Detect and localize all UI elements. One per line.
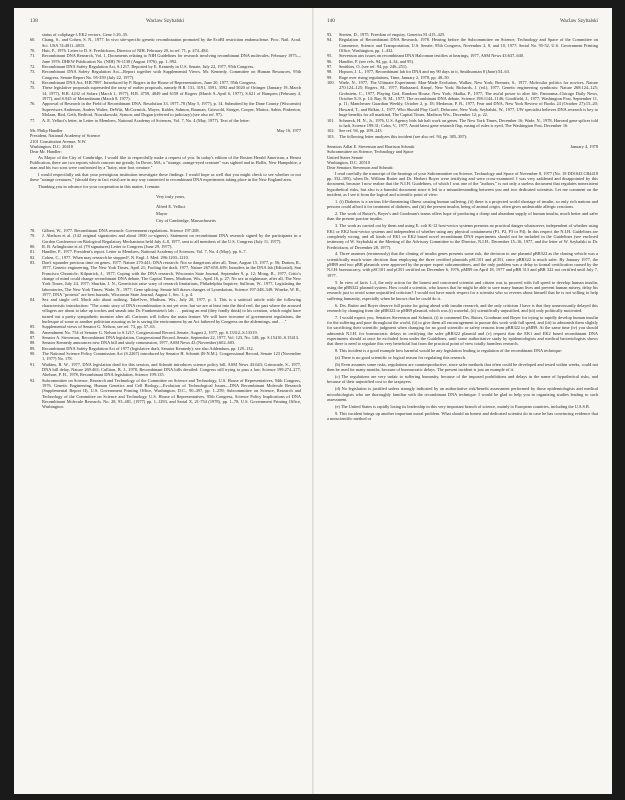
reference-number: 100. xyxy=(327,80,335,86)
reference-text: The National Science Policy Commission Act (S.2267) introduced by Senator H. Schmitt (R-N.M.). Congressional Record, Senate 123 (November 1, 1977) No. 178. xyxy=(42,350,301,362)
reference-text: Sterten, D., 1975. Freedom of enquiry. Genetics 81:415–425. xyxy=(339,32,446,37)
reference-number: 94. xyxy=(327,37,333,43)
right-page-column xyxy=(327,8,598,423)
reference-text: The following letter analyzes this incident (see also ref. 94, pp. 385–387): xyxy=(339,133,468,139)
reference-text: Wade, N., 1977, The Ultimate Experiment: Man-Made Evolution, Walker, New York; Brenner, S., 1977, Molecular politics for novices, Nature 270:124–125; Rogers, M., 1977, Biohazard, Knopf, New York; Richards, J. (ed.), 1977, Genetic engineering symbiosis: Nature 268:124–125; Grobstein, C., 1977, Playing God, Random House, New York; Skalka, P., 1977, The awful power to alter life, Panorama–Chicago Daily News, October 8–9, p. 14; Ray, R. M., 1977, The recombinant DNA debate, Science 198:1144–1146; Goodfield, J., 1977, Washington Post, September 11, p. 11; Manchester Guardian Weekly, October 2, p. 18; Medawar, P. B., 1977, Fear and DNA, New York Review of Books 24 (October 27):15–20; Howard, T., and Rifkin, J., 1977, Who Should Play God?, Delacorte, New York; Szybalski, W., 1977, UW specialist believes DNA research is key to huge benefits for all mankind, The Capital Times, Madison Wis., December 12, p. 22. xyxy=(339,80,598,118)
reference-item xyxy=(30,53,301,64)
reference-number: 71. xyxy=(30,53,36,59)
reference-number: 74. xyxy=(30,80,36,86)
reference-item xyxy=(327,118,598,129)
reference-number: 81. xyxy=(30,249,36,255)
running-head: Waclaw Szybalski xyxy=(559,18,598,24)
letter-recipient: Mr. Philip Handler xyxy=(30,127,63,133)
reference-item xyxy=(30,362,301,378)
reference-number: 82. xyxy=(30,254,36,260)
reference-item xyxy=(30,260,301,297)
scanned-book-spread xyxy=(14,8,612,794)
letter-point: (e) The United States is rapidly losing its leadership in this very important branch of science, mainly to European countries, including the U.S.S.R. xyxy=(335,403,590,409)
reference-text: status of coliphage λ EK2 vectors. Gene 1:29–35. xyxy=(42,32,129,37)
reference-text: These legislative proposals superseded the array of earlier proposals, namely H.R. 131, 3191, 3591, 3592 and 5020 of Ortinger (January 19–March 14, 1977), H.R. 4232 of Solarz (March 1, 1977), H.R. 4759, 4849 and 6158 of Rogers (March 9–April 6, 1977), S.621 of Bumpers (February 4, 1977), and S.945 of Metzenbaum (March 8, 1977). xyxy=(42,85,301,102)
reference-text: Amendment No. 754 of Senator G. Nelson to S.1217. Congressional Record–Senate, August 2, 1977, pp. S.13312–S.13319. xyxy=(42,329,258,335)
reference-text: Regulation of Recombinant DNA Research, 1978. Hearing before the Subcommittee on Science, Technology and Space of the Committee on Commerce, Science and Transportation, U.S. Senate, 95th Congress, November 2, 8, and 10, 1977; Serial No. 95-52, U.S. Government Printing Office, Washington, pp. 1–432. xyxy=(339,37,598,54)
reference-text: Sex and single cell. Much ado about nothing, TakeOver, Madison, Wis., July 20, 1977, p. 3. This is a satirical article with the following characteristic introduction: "The comic story of DNA recombination is not yet over, but we are at least into the third reel, the part where the aroused villagers are about to take up torches and smash into Dr. Frankenstein's lab . . . putting an end (they fondly think) to his creation, which might have turned out a pretty sympathetic monster after all. Cartoons will follow the main feature. We will have twosome of government regulations, the burlesque of some or another politician assuring us he is saving the environment by an Act fathered by Congress on the aldermings, and . . ." xyxy=(42,297,301,324)
reference-item xyxy=(30,85,301,101)
running-head: Waclaw Szybalski xyxy=(146,18,185,24)
reference-item xyxy=(30,378,301,410)
reference-number: 88. xyxy=(30,340,36,346)
reference-text: Gilbert, W., 1977. Recombinant DNA research: Government regulations. Science 197:208. xyxy=(42,228,200,233)
reference-item xyxy=(30,37,301,48)
reference-item xyxy=(327,80,598,117)
reference-text: See ref. 94, pp. 209–243. xyxy=(339,128,383,134)
reference-list xyxy=(327,32,598,139)
reference-text: J. Abelson et al. (142 original signatories and about 1000 co-signers). Statement on recombinant DNA research signed by the participants in a Gordon Conference on Biological Regulatory Mechanisms held July 4–8, 1977, sent to all members of the U.S. Congress (July 11, 1977). xyxy=(42,233,301,244)
letter-point: 7. I would expect you, Senators Stevenson and Schmitt, (i) to commend Drs. Rutter, Goodman and Boyer for trying to rapidly develop human insulin for the suffering and poor throughout the world, (ii) to give them all encouragement to pursue this work with full speed, and (iii) to admonish them slightly for sacrificing their scientific judgment when changing for no good scientific or safety reasons from pBR322 to pMB9. At the same time (iv) you should admonish N.I.H. for bureaucratic delays in certifying the safer pBR322 plasmid and (v) request that the EK1 and EK2 based recombinant DNA experiments should at once be excluded from under the Guidelines, until some authoritative study by epidemiologists and medical bacteriologists shows that there is need to regulate this very beneficial but from the practical point of view totally harmless research. xyxy=(327,314,598,347)
reference-text: Recombinant DNA Safety Regulation Act of 1977 (legislative draft, Senator Kennedy); see also Addendum, pp. 129–132. xyxy=(42,345,254,351)
reference-number: 101. xyxy=(327,117,335,123)
letter-address-line: Washington, D.C. 20418 xyxy=(30,143,73,149)
reference-number: 89. xyxy=(30,345,36,351)
letter-point: 8. This incident is a good example how harmful would be any legislation leading to regulation of the recombinant DNA technique: xyxy=(335,348,563,354)
reference-text: Handler, P., 1977. President's report. Letter to Members, National Academy of Sciences, Vol. 7, No. 4 (May), pp. 6–7. xyxy=(42,249,247,255)
letter-point: 5. In view of facts 1–4, the only action for the honest and concerned scientist and citizen was to proceed with full speed to develop human insulin, using the pBR322 plasmid system. How could a scientist, who knows that he might be able to save many human lives and prevent human misery, delay his research just to avoid some unjustified criticism? I would not have much respect for a scientist who so reveres about himself that he is not willing to help suffering humanity, especially when he knows that he could do it. xyxy=(327,279,598,301)
reference-text: Recombinant DNA Safety Regulation Act—Report together with Supplemental Views. Mr. Kennedy, Committee on Human Resources, 95th Congress, Senate Report No. 95-359 (July 22, 1977). xyxy=(42,69,301,80)
reference-text: Don't squander precious time on genes, 1977. Nature 270:441; DNA research: Not so dangerous after all, Time, August 15, 1977, p. 56; Dutton, R., 1977, Genetic engineering, The New York Times, April 21; Fooling the draft, 1977, Nature 267:658–659; Intruders in the DNA lab (Editorial), San Francisco Chronicle; Kilpatrick, J., 1977, Coping with the DNA research, Wisconsin State Journal, September 9, p. 12; Mong, R., 1977, Critic's change of mind could change recombinant DNA debate, The Capital Times, Madison, Wis., April 16, p. 27; No sex in nightmare, after all, The New York Times, July 24, 1977; Shurkin, J. N., Geneticists raise wary of research limitations, Philadelphia Inquirer; Sullivan, W., 1977, Legislating the laboratories, The New York Times; Wade, N., 1977, Gene splicing: Senate bill draws changes of Lysenkoism, Science 197:348–349; Wineke, W. R., 1977, DNA "protests" are best hazards, Wisconsin State Journal, August 1, Sec. 1, p. 4. xyxy=(42,260,301,298)
reference-number: 91. xyxy=(30,361,36,367)
reference-number: 77. xyxy=(30,117,36,123)
reference-text: Recombinant DNA Safety Regulation Act, S.1217. Reported by E. Kennedy in U.S. Senate, July 22, 1977, 95th Congress. xyxy=(42,64,255,70)
reference-number: 93. xyxy=(327,32,333,37)
letter-date: January 4, 1978 xyxy=(570,143,598,149)
letter-greeting: Dear Senators Stevenson and Schmitt: xyxy=(327,165,394,171)
reference-text: Chang, S., and Cohen, S. N., 1977. In vivo site-specific genetic recombination promoted by the EcoRI restriction endonuclease. Proc. Natl. Acad. Sci. USA 74:4811–4815. xyxy=(42,37,301,48)
left-page xyxy=(14,8,313,794)
reference-text: Hutt, P., 1976. Letter to D. S. Fredrickson, Director of NIH, February 20, in ref. 71, p. 474–484. xyxy=(42,48,209,54)
letter-address-line: United States Senate xyxy=(327,154,363,160)
reference-number: 75. xyxy=(30,85,36,91)
reference-number: 96. xyxy=(327,58,333,64)
reference-number: 70. xyxy=(30,48,36,54)
reference-item xyxy=(30,233,301,244)
reference-text: Recombinant DNA Research, Vol. 1, Documents relating to NIH Guidelines for research involving recombinant DNA molecules, February 1975—June 1976. DHEW Publication No. (NIH) 76-1138 (August 1976), pp. 1–992. xyxy=(42,53,301,64)
letter-point: (a) There is no good scientific or logical reason for regulating this research. xyxy=(335,355,467,361)
velluci-letter xyxy=(30,128,301,223)
letter-signature-name: Alfred E. Velluci xyxy=(156,203,186,209)
letter-point: 3. The work as carried out by them and using E. coli K-12 host-vector systems presents no practical danger whatsoever, independent of whether using EK1 or EK2 host-vector systems and independent of whether using any physical containment (P1, P2, P3 or P4). In this respect the N.I.H. Guidelines are completely wrong, and all kinds of EK1 or EK2 based novel recombinant DNA experiments should not be included in the Guidelines (see enclosed testimony of W. Szybalski at the Meeting of the Advisory Committee to the Director, N.I.H., December 15–16, 1977, and the letter of W. Szybalski to Dr. Fredrickson, of December 28, 1977). xyxy=(327,223,598,250)
reference-text: Handler, P. (see refs. 94, pp. 4–34, and 95). xyxy=(339,58,414,64)
letter-greeting: Dear Mr. Handler: xyxy=(30,149,62,155)
letter-paragraph: I would respectfully ask that your prestigious institution investigate these findings. I would hope as well that you might check to see whether or not these "strange creatures," (should they in fact exist) are in any way connected to recombinant DNA experiments taking place in the New England area. xyxy=(30,172,301,183)
letter-point: (d) No legislation is justified unless strongly indicated by an authoritative risk/benefit assessment performed by those epidemiologists and medical microbiologists who are thoroughly familiar with the recombinant DNA technique. I would be glad to help you in organizing studies leading to such assessment. xyxy=(327,386,598,402)
reference-number: 83. xyxy=(30,260,36,266)
reference-text: Watkins, R. W., 1977, DNA legislation dead for this session, and Schmitt introduces science policy bill, ASM News 43:643; Grimwade, S., 1977, DNA bill delay, Nature 269:463; Culliton, B. J., 1978, Recombinant DNA bills derailed: Congress still trying to pass a law, Science 199:274–277; Abelson, P. H., 1978, Recombinant DNA legislation, Science 199:135. xyxy=(42,361,301,378)
letter-point: 6. Drs. Rutter and Boyer deserve full praise for going ahead with insulin research, and the only criticism I have is that they unnecessarily delayed this research by changing from the pBR322 to pMB9 plasmid, which was (i) wasteful, (ii) scientifically unjustified, and (iii) only politically motivated. xyxy=(327,302,598,313)
reference-text: Approval of Research in the Field of Recombinant DNA. Resolution 33, 1977–78 (May 5, 1977), p. 14. Submitted by the Dane County (Wisconsin) Supervisors Anderson, Anders Walter, DeWitt, McCormick, Moyer, Kahler, Salmon, Bauman, Griswold, Storger, Cooper, Mattox, Sabin, Pinkerton, Molzan, Bird, Geth, Redford, Nowakowski, Symon, and Dugan (referred to judiciary) (see also ref. 97). xyxy=(42,101,301,118)
reference-number: 80. xyxy=(30,244,36,250)
letter-recipient: Senators Adlai E. Stevenson and Harrison Schmitt xyxy=(327,143,415,149)
reference-text: Stevenson airs issues on recombinant DNA Halcomon testifies at hearings, 1977, ASM News 43:637–640. xyxy=(339,53,525,59)
letter-point: (b) Even assumes some risks, regulations are counterproductive, since safer methods that often could be developed and tested within weeks, could not then be used for many months, because of bureaucratic delays. The present incident is just an example of it. xyxy=(327,361,598,373)
letter-point: 9. This incident brings up another important moral problem. What should an honest and dedicated scientist do in case he has convincing evidence that a nonscientific method or xyxy=(327,410,598,422)
right-page xyxy=(313,8,612,794)
reference-item xyxy=(327,134,598,139)
reference-item xyxy=(30,351,301,362)
reference-item xyxy=(30,101,301,117)
reference-text: Schmeck, H. N., Jr., 1976, U.S. Agency bids lab halt work on genes. The New York Times, December 16; Wade, N., 1978, Harvard gene splicer told to halt, Science 199:31; Cohn, V., 1977, Amid latest gene research flap, easing of rules is eyed, The Washington Post, December 16. xyxy=(339,117,598,128)
reference-text: Smithies, O. (see ref. 94, pp. 246–251). xyxy=(339,64,408,70)
letter-signature-org: City of Cambridge, Massachusetts xyxy=(156,217,216,223)
reference-text: Senator A. Stevenson, Recombinant DNA legislation, Congressional Record–Senate, September 22, 1977, Vol. 123, No. 148, pp. S.15410–S.15413. xyxy=(42,334,300,340)
reference-number: 85. xyxy=(30,324,36,330)
letter-address-line: President, National Academy of Science xyxy=(30,133,101,139)
reference-text: A. E. Velluci's letter, in Letter to Members, National Academy of Sciences, Vol. 7, No. 4 (May, 1977). Text of the letter: xyxy=(42,117,251,123)
reference-text: Hopson, J. L., 1977, Recombinant lab for DNA and my 90 days in it, Smithsonian 8 (June):54–63. xyxy=(339,69,510,75)
reference-number: 98. xyxy=(327,69,333,75)
reference-text: Recombinant DNA Act, H.R.7897. Introduced by P. Rogers in the House of Representatives, June 20, 1977, 95th Congress. xyxy=(42,80,257,86)
reference-list xyxy=(30,32,301,123)
reference-number: 76. xyxy=(30,101,36,107)
letter-point: 2. The work of Rutter's, Boyer's and Goodman's teams offers hope of producing a cheap and abundant supply of human insulin, much better and safer than the present porcine insulin. xyxy=(327,211,598,222)
letter-point: (c) The regulations are very unfair to suffering humanity, because of the imposed prohibitions and delays in the name of hypothetical risks, and because of their unjustified cost to the taxpayers. xyxy=(327,374,598,385)
letter-address-line: 2101 Constitution Avenue, N.W. xyxy=(30,138,87,144)
reference-item xyxy=(30,118,301,123)
letter-paragraph: Thanking you in advance for your cooperation in this matter, I remain xyxy=(38,184,160,190)
left-page-header xyxy=(30,18,301,32)
reference-number: 102. xyxy=(327,128,335,134)
letter-closing: Very truly yours, xyxy=(156,194,186,200)
letter-date: May 16, 1977 xyxy=(276,127,301,133)
reference-number: 92. xyxy=(30,377,36,383)
reference-text: Supplemental views of Senator G. Nelson, see ref. 73, pp. 57–63. xyxy=(42,324,156,330)
reference-number: 60. xyxy=(30,37,36,43)
letter-signature-title: Mayor xyxy=(156,210,168,216)
reference-item xyxy=(30,69,301,80)
reference-item xyxy=(30,297,301,324)
reference-number: 97. xyxy=(327,64,333,70)
reference-text: Senator Kennedy announces new DNA bill and study commission, 1977, ASM News 43 (November):602–603. xyxy=(42,340,236,346)
reference-text: R. B. Arlinghouse et al. (79 signatures) Letter to Congress (June 29, 1977). xyxy=(42,244,173,250)
szybalski-letter xyxy=(327,144,598,422)
letter-address-line: Subcommittee on Science, Technology and Space xyxy=(327,149,414,155)
reference-text: Rage over rising regulations, Time, January 2, 1978, pp. 48–50. xyxy=(339,74,450,80)
letter-numbered-points xyxy=(327,199,598,422)
letter-address-line: Washington, D.C. 20510 xyxy=(327,159,370,165)
reference-item xyxy=(327,37,598,53)
reference-text: Subcommittee on Science, Research and Technology of the Committee on Science and Technology, U.S. House of Representatives, 94th Congress, 1976. Genetic Engineering, Human Genetics and Cell Biology—Evolution of Technological Issues—DNA Recombinant Molecule Research (Supplemental Report II), U.S. Government Printing Office, Washington, D.C., 90–497, pp. 1–259; Subcommittee on Science, Research and Technology of the Committee on Science and Technology, U.S. House of Representatives, 95th Congress, Science Policy Implications of DNA Recombinant Molecule Research, No. 28, 93–481, (1977) pp. 1–1293, and Serial X, 21-754 (1978), pp. 1–78, U.S. Government Printing Office, Washington. xyxy=(42,377,301,410)
page-number: 140 xyxy=(327,18,335,24)
letter-paragraph: As Mayor of the City of Cambridge, I would like to respectfully make a request of you. In today's edition of the Boston Herald American, a Hearst Publication, there are two reports which concern me greatly. In Dover, MA, a "strange, orange-eyed creature" was sighted and in Hollis, New Hampshire, a man and his two sons were confronted by a "hairy, nine foot creature." xyxy=(30,154,301,171)
right-page-header xyxy=(327,18,598,32)
letter-paragraph: I read carefully the transcript of the hearings of your Subcommittee on Science, Technology and Space of November 8, 1977 (No. 18 DD1043 CR4418 pp. 332–395), when Dr. William Rutter and Dr. Herbert Boyer were testifying and were cross-examined. I was very saddened and disappointed by this document, because I now realize that the N.I.H. Guidelines, of which I was one of the "authors," is not only a useless document that regulates nonexistent hypothetical risks, but also is a harmful document since it led to a misunderstanding between you and two dedicated scientists. Let me comment on the incident, as I see it from the logical and scientific point of view: xyxy=(327,170,598,197)
reference-number: 73. xyxy=(30,69,36,75)
letter-point: 4. Three assumes (erroneously) that the cloning of insulin genes presents some risk, the decision to use plasmid pBR322 as the cloning vehicle was a scientifically much wiser decision than employing the three certified plasmids pSC101 and pCR1, since pBR322 is much safer. By January 1977, the pMB9 and two pBR plasmids were approved by the proper expert subcommittees, and the only problem was a delay in formal certification caused by the N.I.H. bureaucracy, with pSC101 and pCR1 certified on December 6, 1976, pMB9 on April 18, 1977 and pBR 313 and pBR 322 not certified until July 7, 1977. xyxy=(327,251,598,278)
reference-text: Cohen, C., 1977. When may research be stopped?, N. Engl. J. Med. 296:1203–1210. xyxy=(42,254,189,260)
reference-number: 79. xyxy=(30,233,36,239)
reference-number: 84. xyxy=(30,297,36,303)
reference-number: 90. xyxy=(30,350,36,356)
reference-number: 103. xyxy=(327,133,335,139)
reference-number: 72. xyxy=(30,64,36,70)
page-number: 138 xyxy=(30,18,38,24)
reference-number: 78. xyxy=(30,228,36,233)
reference-number: 95. xyxy=(327,53,333,59)
left-page-column xyxy=(30,8,301,410)
reference-number: 99. xyxy=(327,74,333,80)
reference-number: 86. xyxy=(30,329,36,335)
reference-number: 87. xyxy=(30,334,36,340)
reference-list xyxy=(30,228,301,410)
letter-point: 1. (i) Diabetes is a serious life-threatening illness causing human suffering, (ii) there is a projected world shortage of insulin, so only rich nations and persons could afford it for treatment of diabetes, and (iii) the present insulin, being of animal origin, often gives undesirable allergic reactions. xyxy=(327,198,598,210)
